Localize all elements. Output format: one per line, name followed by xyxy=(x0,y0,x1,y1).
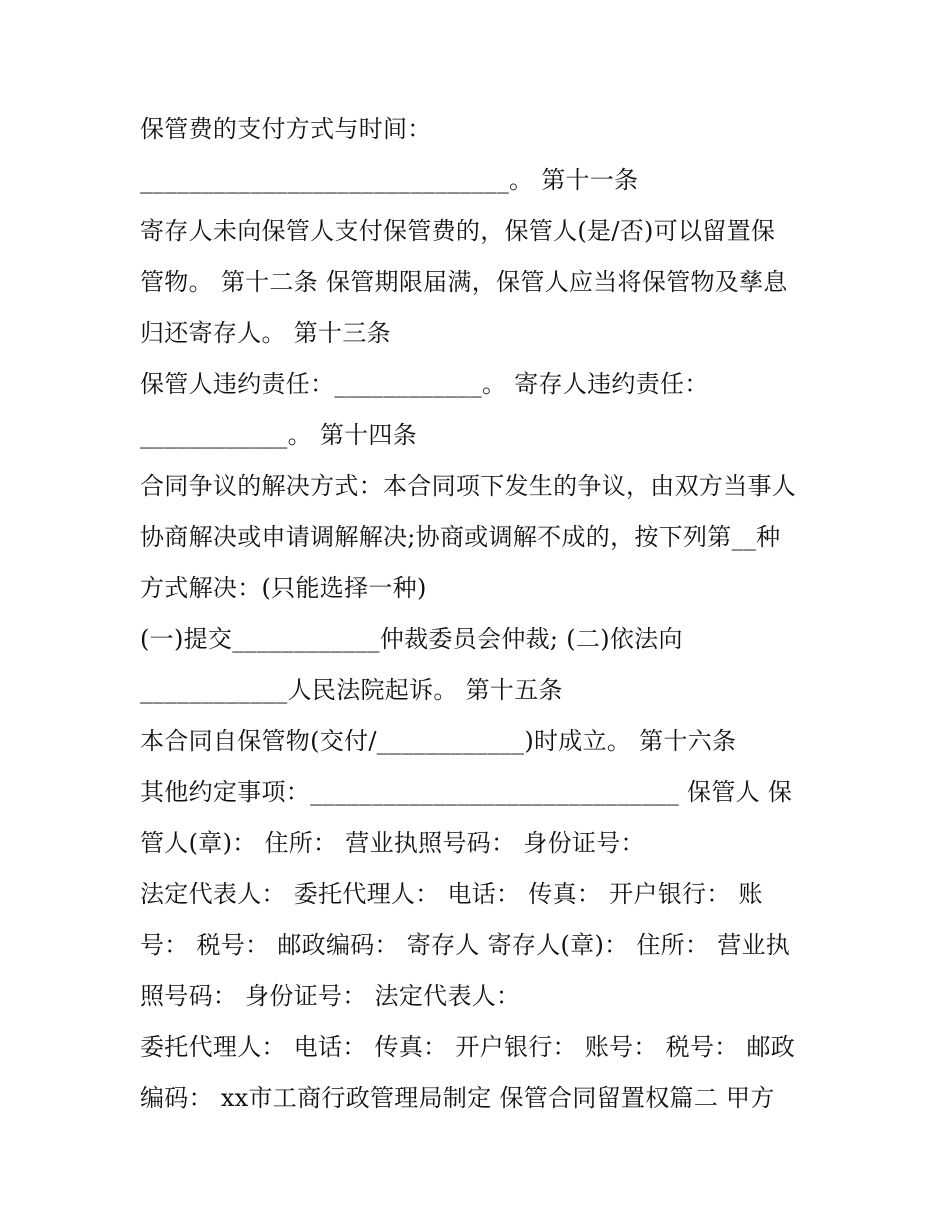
text-line: 寄存人未向保管人支付保管费的，保管人(是/否)可以留置保 xyxy=(140,217,776,245)
text-line: 管物。 第十二条 保管期限届满，保管人应当将保管物及孳息 xyxy=(140,268,788,296)
text-line: 照号码： 身份证号： 法定代表人： xyxy=(140,982,521,1010)
document-body xyxy=(140,104,820,1124)
text-line: (一)提交____________仲裁委员会仲裁; (二)依法向 xyxy=(140,625,683,653)
text-line: 编码： xx市工商行政管理局制定 保管合同留置权篇二 甲方 xyxy=(140,1084,775,1112)
text-line: 本合同自保管物(交付/____________)时成立。 第十六条 xyxy=(140,727,737,755)
text-line: 号： 税号： 邮政编码： 寄存人 寄存人(章)： 住所： 营业执 xyxy=(140,931,791,959)
text-line: ____________。 第十四条 xyxy=(140,421,418,449)
text-line: 法定代表人： 委托代理人： 电话： 传真： 开户银行： 账 xyxy=(140,880,763,908)
text-line: 方式解决：(只能选择一种) xyxy=(140,574,427,602)
text-line: ____________人民法院起诉。 第十五条 xyxy=(140,676,563,704)
text-line: 保管费的支付方式与时间： xyxy=(140,115,432,143)
text-line: 合同争议的解决方式：本合同项下发生的争议，由双方当事人 xyxy=(140,472,797,500)
text-line: 管人(章)： 住所： 营业执照号码： 身份证号： xyxy=(140,829,645,857)
text-line: 协商解决或申请调解解决;协商或调解不成的，按下列第__种 xyxy=(140,523,781,551)
text-line: 归还寄存人。 第十三条 xyxy=(140,319,391,347)
text-line: 保管人违约责任：____________。 寄存人违约责任： xyxy=(140,370,709,398)
text-line: 其他约定事项：______________________________ 保管人 保 xyxy=(140,778,793,806)
text-line: ______________________________。 第十一条 xyxy=(140,166,639,194)
text-line: 委托代理人： 电话： 传真： 开户银行： 账号： 税号： 邮政 xyxy=(140,1033,796,1061)
